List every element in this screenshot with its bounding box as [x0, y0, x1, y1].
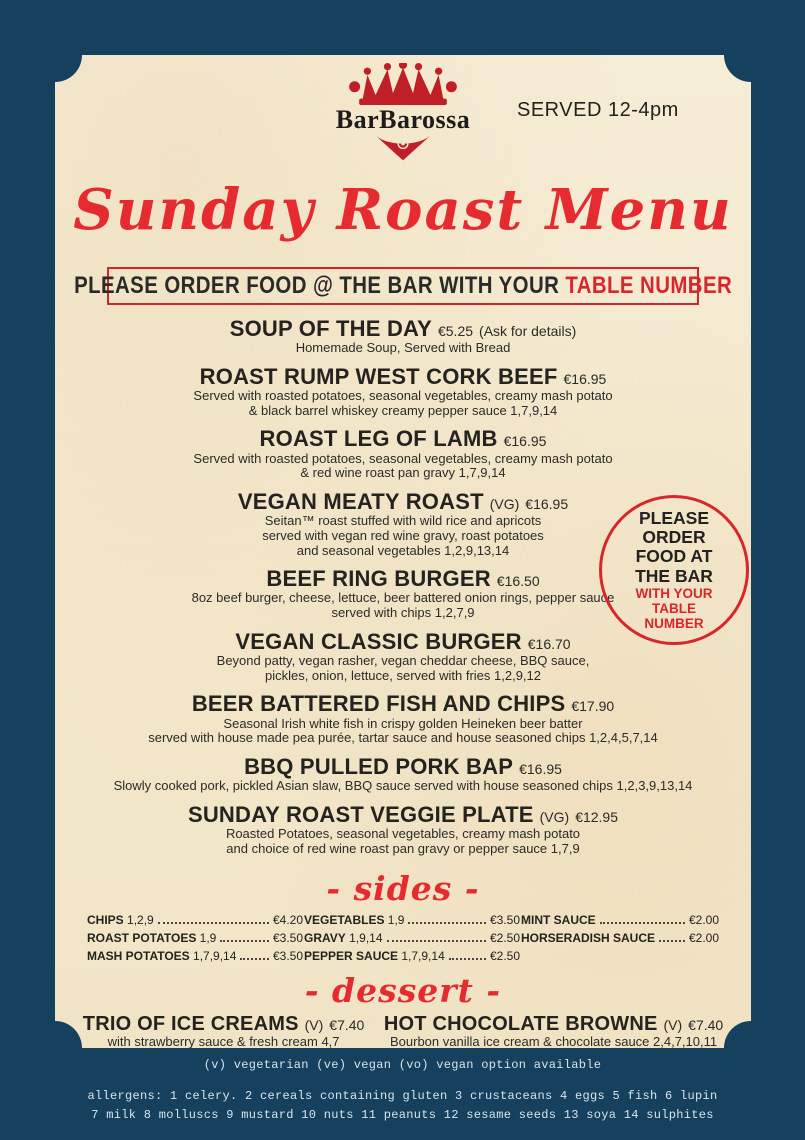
side-name: VEGETABLES 1,9: [304, 913, 405, 928]
brand-name: BarBarossa: [335, 105, 471, 134]
side-item: [304, 913, 520, 927]
dish-header: [55, 803, 751, 827]
dotted-leader: [449, 958, 486, 960]
dish-price: €16.95: [503, 433, 547, 450]
stamp-line: PLEASE: [638, 507, 710, 528]
dotted-leader: [600, 922, 685, 924]
side-name: ROAST POTATOES 1,9: [87, 931, 217, 946]
dotted-leader: [659, 940, 685, 942]
menu-card: [55, 55, 751, 1048]
side-price: €2.00: [688, 913, 719, 928]
dish-diet-tag: (VG): [539, 808, 570, 825]
crown-icon: [328, 63, 478, 105]
menu-item: [384, 1013, 723, 1050]
dish-description-line: Slowly cooked pork, pickled Asian slaw, BBQ sauce served with house seasoned chips 1,2,3,9,13,14: [113, 778, 693, 794]
allergen-key-line: allergens: 1 celery. 2 cereals containing gluten 3 crustaceans 4 eggs 5 fish 6 lupin: [87, 1089, 718, 1103]
stamp-line: WITH YOUR: [635, 585, 713, 601]
page-title: Sunday Roast Menu: [73, 177, 733, 243]
dish-header: [55, 317, 751, 341]
stamp-line: THE BAR: [635, 565, 713, 586]
order-banner-text: [74, 272, 732, 300]
side-item: [87, 931, 303, 945]
dish-description-line: & red wine roast pan gravy 1,7,9,14: [300, 465, 506, 481]
side-item: [87, 949, 303, 963]
stamp-line: TABLE: [652, 600, 696, 616]
sides-column: [87, 913, 303, 967]
dish-price: €5.25: [437, 323, 474, 339]
side-price: €2.00: [688, 931, 719, 946]
served-hours: SERVED 12-4pm: [517, 99, 679, 121]
side-allergens: 1,9,14: [345, 931, 383, 946]
dish-description-line: served with chips 1,2,7,9: [331, 605, 475, 621]
side-allergens: 1,9: [196, 931, 217, 946]
dish-description-line: Bourbon vanilla ice cream & chocolate sauce 2,4,7,10,11: [389, 1034, 718, 1050]
dish-name: ROAST RUMP WEST CORK BEEF: [199, 363, 558, 389]
dish-name: BBQ PULLED PORK BAP: [244, 753, 514, 779]
order-banner-plain: PLEASE ORDER FOOD @ THE BAR WITH YOUR: [73, 272, 566, 299]
menu-item: [55, 427, 751, 481]
side-price: €4.20: [272, 913, 303, 928]
side-price: €3.50: [489, 913, 520, 928]
dessert-heading: - dessert -: [304, 970, 502, 1010]
dish-header: [55, 365, 751, 389]
sides-columns: [55, 911, 751, 967]
sides-column: [304, 913, 520, 967]
stamp-red-lines: [636, 586, 713, 631]
dish-price: €16.50: [496, 573, 540, 590]
dish-description-line: Seitan™ roast stuffed with wild rice and apricots: [264, 513, 542, 529]
dish-diet-tag: (V): [663, 1017, 683, 1034]
dish-header: [55, 427, 751, 451]
side-name: MASH POTATOES 1,7,9,14: [87, 949, 237, 964]
dish-price: €12.95: [575, 808, 619, 825]
menu-item: [83, 1013, 365, 1050]
side-name: CHIPS 1,2,9: [87, 913, 154, 928]
diet-legend: (v) vegetarian (ve) vegan (vo) vegan option available: [203, 1058, 602, 1072]
menu-item: [55, 365, 751, 419]
side-item: [87, 913, 303, 927]
rose-flourish-icon: [370, 133, 436, 163]
dotted-leader: [240, 958, 269, 960]
dish-name: HOT CHOCOLATE BROWNE: [383, 1013, 658, 1036]
dish-note: (Ask for details): [479, 323, 577, 339]
side-name: PEPPER SAUCE 1,7,9,14: [304, 949, 445, 964]
dish-description-line: pickles, onion, lettuce, served with fries 1,2,9,12: [264, 667, 542, 683]
dotted-leader: [387, 940, 486, 942]
side-item: [304, 949, 520, 963]
menu-item: [55, 803, 751, 857]
sides-column: [521, 913, 719, 967]
side-name: MINT SAUCE: [521, 913, 596, 928]
dish-header: [83, 1013, 365, 1035]
dish-description-line: Homemade Soup, Served with Bread: [295, 340, 511, 356]
dish-description-line: Served with roasted potatoes, seasonal vegetables, creamy mash potato: [193, 450, 613, 466]
dish-description-line: & black barrel whiskey creamy pepper sauce 1,7,9,14: [248, 402, 558, 418]
dish-diet-tag: (VG): [489, 496, 520, 512]
dish-name: VEGAN MEATY ROAST: [237, 489, 484, 514]
dotted-leader: [408, 922, 485, 924]
side-price: €3.50: [272, 931, 303, 946]
side-name: GRAVY 1,9,14: [304, 931, 383, 946]
dish-name: BEEF RING BURGER: [266, 566, 491, 592]
dish-price: €17.90: [571, 698, 615, 715]
side-name: HORSERADISH SAUCE: [521, 931, 656, 946]
side-price: €3.50: [272, 949, 303, 964]
dish-name: SUNDAY ROAST VEGGIE PLATE: [187, 801, 534, 827]
dish-description-line: with strawberry sauce & fresh cream 4,7: [107, 1034, 340, 1050]
dish-description-line: Roasted Potatoes, seasonal vegetables, creamy mash potato: [225, 826, 581, 841]
stamp-black-lines: [635, 509, 713, 586]
dish-header: [55, 692, 751, 716]
menu-item: [55, 692, 751, 746]
dish-description-line: Seasonal Irish white fish in crispy golden Heineken beer batter: [223, 715, 583, 731]
dish-description-line: 8oz beef burger, cheese, lettuce, beer battered onion rings, pepper sauce: [191, 590, 615, 606]
dish-description-line: and seasonal vegetables 1,2,9,13,14: [296, 542, 510, 558]
stamp-line: FOOD AT: [635, 546, 713, 567]
order-stamp: [599, 495, 749, 645]
dish-price: €16.95: [563, 370, 607, 387]
dotted-leader: [158, 922, 269, 924]
order-banner-accent: TABLE NUMBER: [565, 272, 733, 299]
side-item: [304, 931, 520, 945]
side-item: [521, 931, 719, 945]
footer: [0, 1058, 805, 1124]
allergen-key-line: 7 milk 8 molluscs 9 mustard 10 nuts 11 peanuts 12 sesame seeds 13 soya 14 sulphites: [91, 1107, 714, 1122]
side-allergens: 1,7,9,14: [398, 949, 445, 964]
brand-logo: [55, 63, 751, 159]
side-allergens: 1,7,9,14: [189, 949, 237, 964]
side-price: €2.50: [489, 931, 520, 946]
dessert-items: [55, 1013, 751, 1059]
side-price: €2.50: [489, 949, 520, 964]
dish-name: SOUP OF THE DAY: [229, 316, 432, 341]
side-allergens: 1,9: [384, 913, 405, 928]
dish-description-line: Beyond patty, vegan rasher, vegan cheddar cheese, BBQ sauce,: [216, 653, 590, 668]
side-item: [521, 913, 719, 927]
dish-price: €7.40: [329, 1017, 365, 1034]
dish-description-line: served with house made pea purée, tartar sauce and house seasoned chips 1,2,4,5,7,14: [148, 730, 658, 746]
dish-description-line: and choice of red wine roast pan gravy or pepper sauce 1,7,9: [226, 840, 580, 856]
menu-item: [55, 317, 751, 356]
allergen-key: [0, 1087, 805, 1124]
dish-description-line: Served with roasted potatoes, seasonal vegetables, creamy mash potato: [193, 388, 613, 404]
dish-diet-tag: (V): [304, 1017, 324, 1034]
dish-name: TRIO OF ICE CREAMS: [82, 1013, 299, 1036]
stamp-line: ORDER: [642, 527, 706, 548]
dish-header: [384, 1013, 723, 1035]
order-banner: [73, 267, 733, 305]
dish-name: ROAST LEG OF LAMB: [259, 426, 498, 452]
side-allergens: 1,2,9: [123, 913, 154, 928]
menu-item: [55, 755, 751, 794]
sides-heading: - sides -: [326, 868, 480, 908]
dish-price: €16.95: [525, 496, 569, 512]
dish-price: €16.95: [519, 760, 562, 777]
dish-description-line: served with vegan red wine gravy, roast potatoes: [262, 527, 544, 543]
dish-name: BEER BATTERED FISH AND CHIPS: [191, 691, 566, 717]
stamp-line: NUMBER: [644, 616, 704, 632]
dish-price: €16.70: [527, 635, 571, 652]
dotted-leader: [220, 940, 269, 942]
dish-header: [55, 755, 751, 779]
dish-name: VEGAN CLASSIC BURGER: [235, 628, 522, 654]
dish-price: €7.40: [688, 1017, 724, 1034]
